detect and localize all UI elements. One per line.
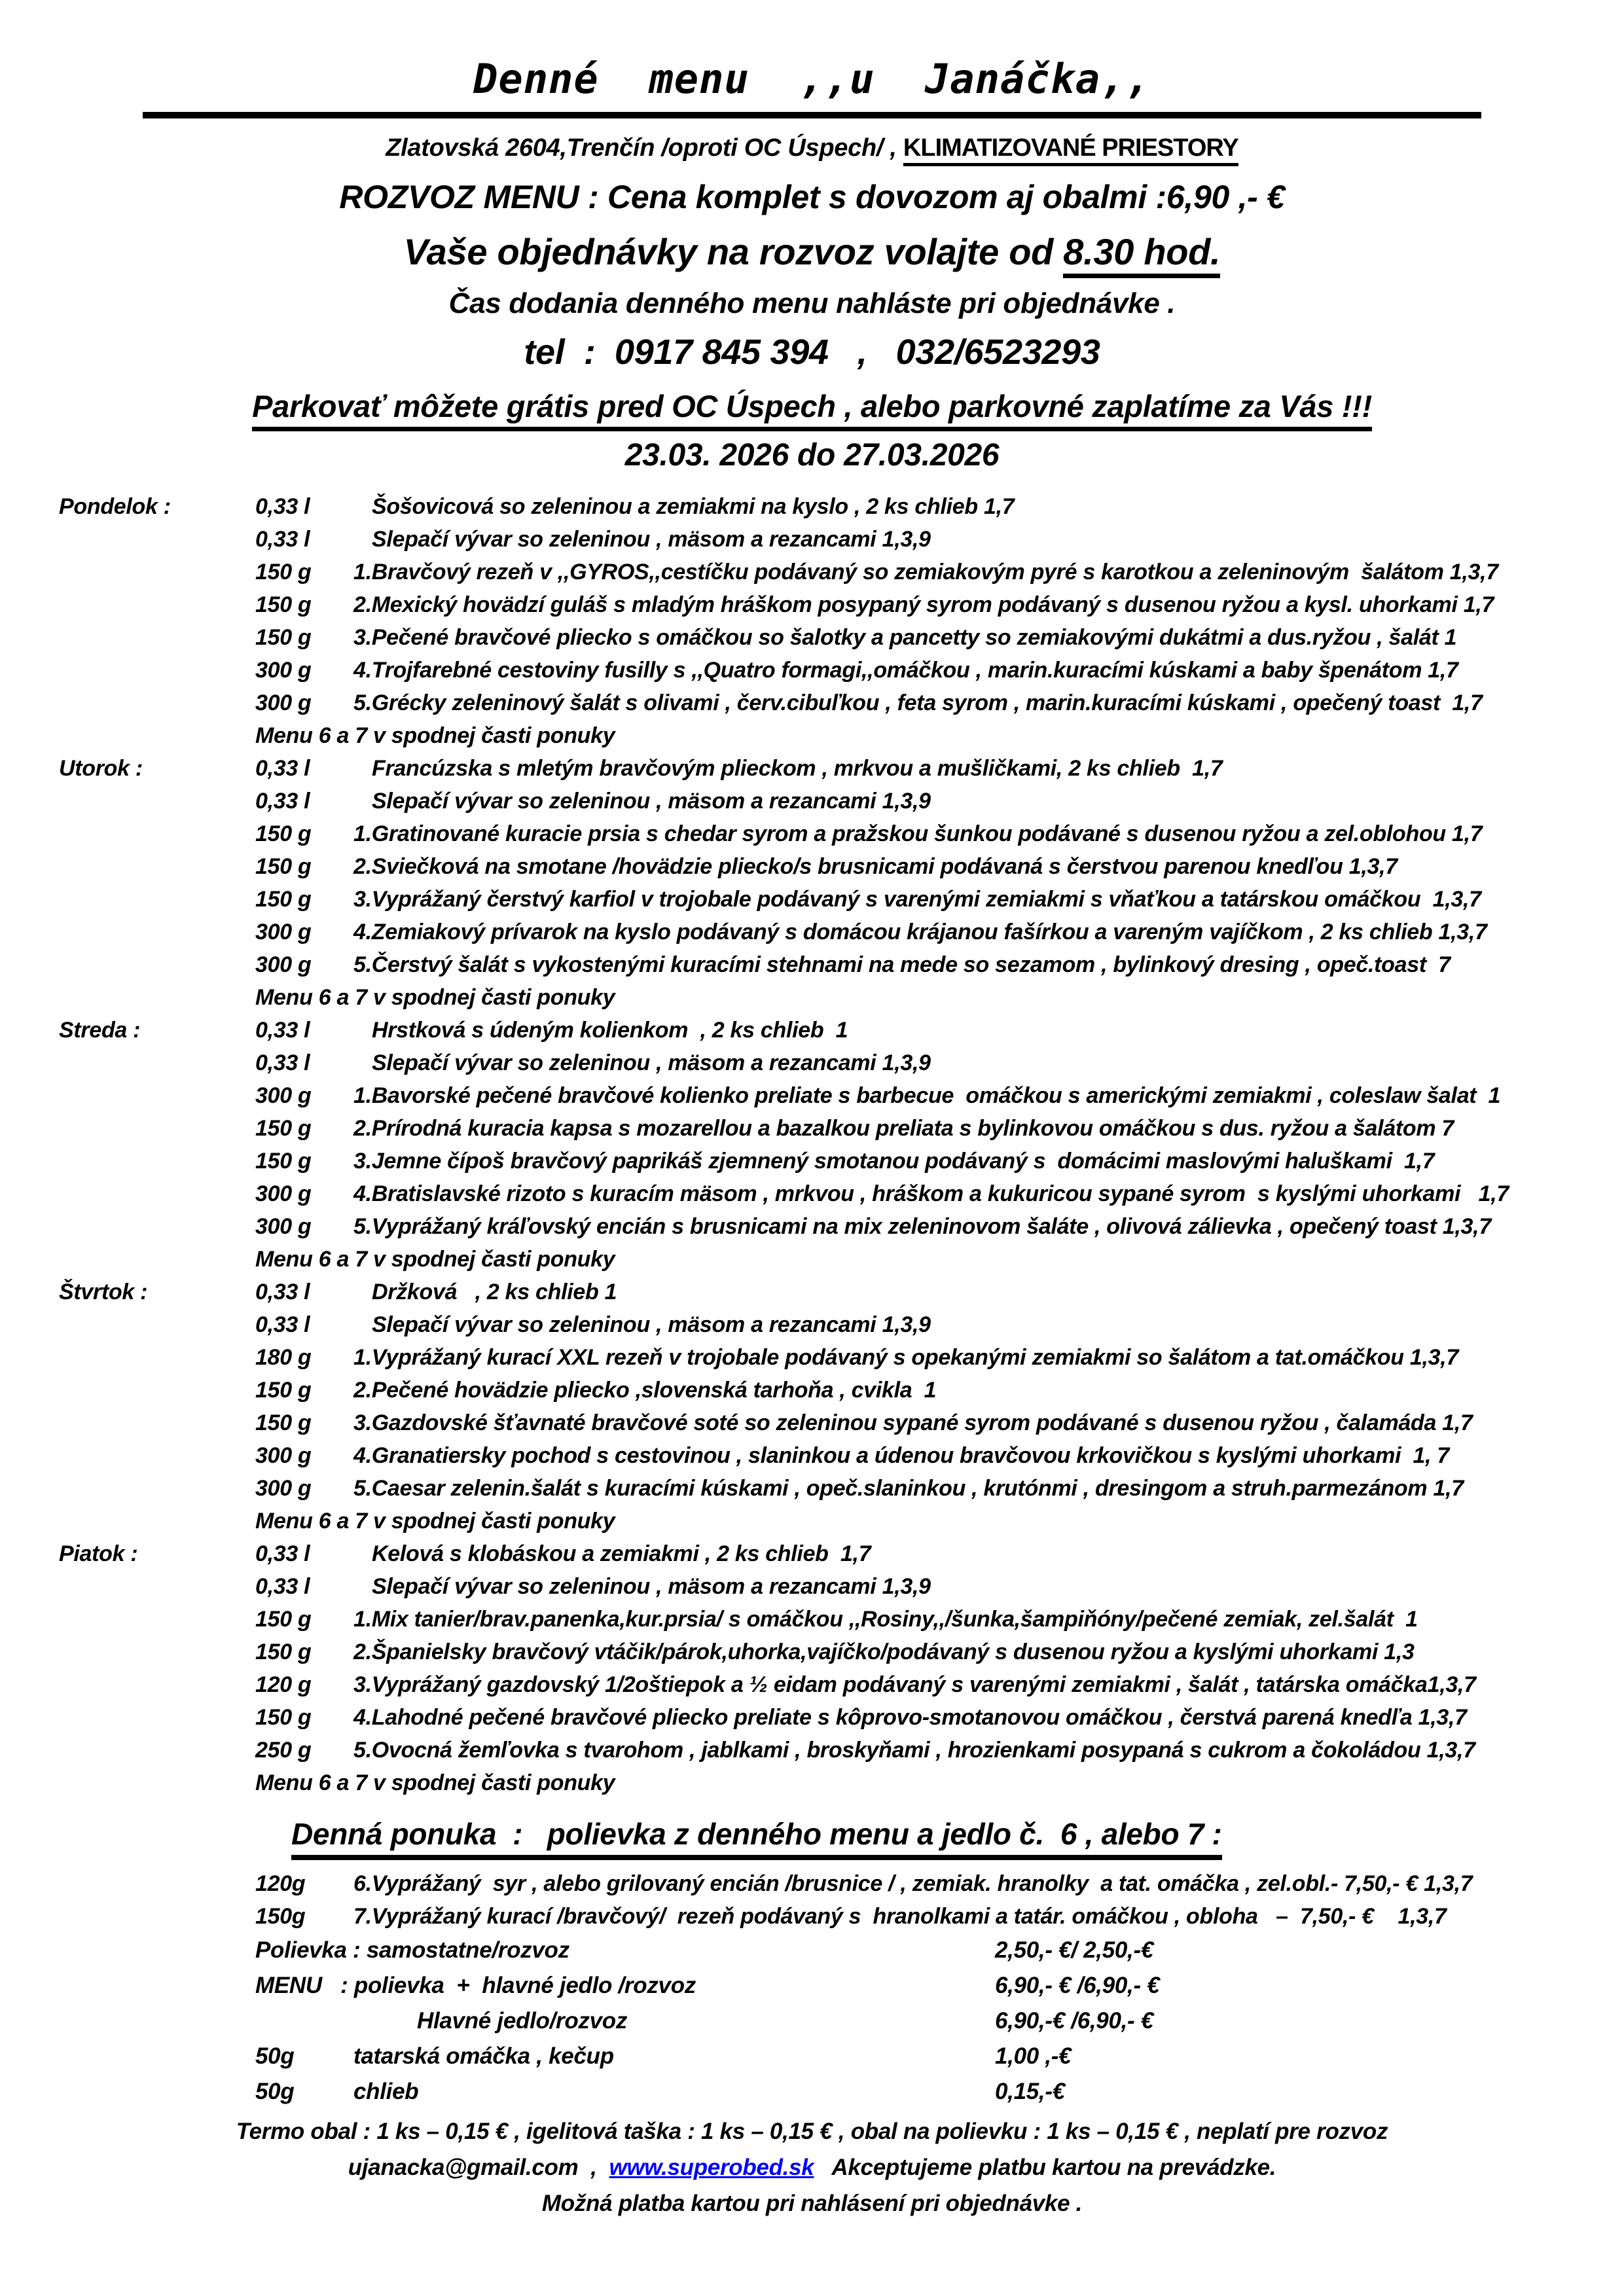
superobed-link[interactable]: www.superobed.sk (609, 2155, 814, 2180)
main-dish-row (0, 916, 1624, 948)
main-dish-row (0, 588, 1624, 621)
price-row (0, 1968, 1624, 2003)
dish-text: 6.Vyprážaný syr , alebo grilovaný encián /brusnice / , zemiak. hranolky a tat. omáčka , zel.obl.- 7,50,- € 1,3,7 (353, 1871, 1473, 1896)
dish-text: 1.Mix tanier/brav.panenka,kur.prsia/ s omáčkou ,,Rosiny,,/šunka,šampiňóny/pečené zemiak, zel.šalát 1 (353, 1607, 1418, 1632)
portion-size: 300 g (255, 1476, 312, 1501)
menu-note-row (0, 719, 1624, 752)
dish-text: 2.Mexický hovädzí guláš s mladým hráškom posypaný syrom podávaný s dusenou ryžou a kysl. uhorkami 1,7 (353, 592, 1494, 617)
portion-size: 300 g (255, 920, 312, 944)
dish-text: Slepačí vývar so zeleninou , mäsom a rezancami 1,3,9 (372, 789, 931, 814)
main-dish-row (0, 1668, 1624, 1701)
dish-text: Slepačí vývar so zeleninou , mäsom a rezancami 1,3,9 (372, 1312, 931, 1337)
dish-text: 4.Trojfarebné cestoviny fusilly s ,,Quatro formagi,,omáčkou , marin.kuracími kúskami a baby špenátom 1,7 (353, 658, 1458, 683)
portion-size: 150 g (255, 592, 312, 617)
daily-offer-items (0, 1867, 1624, 1933)
portion-size: 150 g (255, 1705, 312, 1730)
portion-size: 150 g (255, 1410, 312, 1435)
dish-text: 5.Čerstvý šalát s vykostenými kuracími stehnami na mede so sezamom , bylinkový dresing , opeč.toast 7 (353, 952, 1451, 977)
dish-text: 5.Vyprážaný kráľovský encián s brusnicami na mix zeleninovom šaláte , olivová zálievka , opečený toast 1,3,7 (353, 1214, 1491, 1239)
price-row (0, 2039, 1624, 2074)
dish-text: 2.Sviečková na smotane /hovädzie pliecko/s brusnicami podávaná s čerstvou parenou knedľou 1,3,7 (353, 854, 1398, 879)
price-item-label: Polievka : samostatne/rozvoz (255, 1937, 569, 1963)
main-dish-row (0, 621, 1624, 654)
portion-size: 0,33 l (255, 1050, 310, 1075)
phone-line: tel : 0917 845 394 , 032/6523293 (524, 332, 1100, 372)
main-dish-row (0, 1734, 1624, 1767)
dish-text: 1.Gratinované kuracie prsia s chedar syrom a pražskou šunkou podávané s dusenou ryžou a zel.oblohou 1,7 (353, 821, 1483, 846)
price-item-label: chlieb (353, 2079, 419, 2104)
dish-text: 1.Bavorské pečené bravčové kolienko preliate s barbecue omáčkou s americkými zemiakmi , coleslaw šalat 1 (353, 1083, 1501, 1108)
menu-note-row (0, 1243, 1624, 1276)
price-row (0, 2003, 1624, 2039)
daily-offer-row (0, 1867, 1624, 1900)
dish-text: 3.Vyprážaný čerstvý karfiol v trojobale podávaný s varenými zemiakmi s vňaťkou a tatárskou omáčkou 1,3,7 (353, 887, 1481, 912)
daily-offer-row (0, 1900, 1624, 1933)
dish-text: 3.Pečené bravčové pliecko s omáčkou so šalotky a pancetty so zemiakovými dukátmi a dus.ryžou , šalát 1 (353, 625, 1457, 650)
soup-row (0, 1537, 1624, 1570)
daily-offer-heading (291, 1816, 1624, 1852)
portion-size: 150 g (255, 560, 312, 584)
soup-row (0, 1014, 1624, 1047)
main-dish-row (0, 1701, 1624, 1734)
main-dish-row (0, 1603, 1624, 1636)
main-dish-row (0, 1210, 1624, 1243)
portion-size: 300 g (255, 952, 312, 977)
price-row (0, 1933, 1624, 1968)
menu-footer (0, 2113, 1624, 2221)
menu-note-row (0, 1505, 1624, 1537)
address-line (0, 134, 1624, 162)
dish-text: Kelová s klobáskou a zemiakmi , 2 ks chlieb 1,7 (372, 1541, 871, 1566)
daily-offer-section (0, 1816, 1624, 2109)
dish-text: 1.Bravčový rezeň v ,,GYROS,,cestíčku podávaný so zemiakovým pyré s karotkou a zeleninovým šalátom 1,3,7 (353, 560, 1498, 584)
main-dish-row (0, 1407, 1624, 1439)
portion-size: 300 g (255, 1214, 312, 1239)
price-value: 6,90,- € /6,90,- € (995, 1973, 1160, 1998)
price-item-label: MENU : polievka + hlavné jedlo /rozvoz (255, 1973, 696, 1998)
menu-header (0, 55, 1624, 473)
contact-line (0, 2149, 1624, 2185)
portion-size: 120 g (255, 1672, 312, 1697)
soup-row (0, 1276, 1624, 1308)
dish-text: Francúzska s mletým bravčovým plieckom , mrkvou a mušličkami, 2 ks chlieb 1,7 (372, 756, 1223, 781)
price-row (0, 2074, 1624, 2109)
price-value: 0,15,-€ (995, 2079, 1065, 2104)
portion-size: 0,33 l (255, 527, 310, 552)
main-dish-row (0, 948, 1624, 981)
portion-size: 150 g (255, 887, 312, 912)
price-item-label: tatarská omáčka , kečup (353, 2043, 614, 2069)
soup-row (0, 1308, 1624, 1341)
portion-size: 300 g (255, 1083, 312, 1108)
dish-text: 5.Ovocná žemľovka s tvarohom , jablkami , broskyňami , hrozienkami posypaná s cukrom a čokoládou 1,3,7 (353, 1738, 1475, 1763)
portion-size: 300 g (255, 691, 312, 715)
price-item-label: Hlavné jedlo/rozvoz (417, 2008, 628, 2034)
dish-text: 2.Španielsky bravčový vtáčik/párok,uhorka,vajíčko/podávaný s dusenou ryžou a kyslými uhorkami 1,3 (353, 1640, 1415, 1664)
price-value: 1,00 ,-€ (995, 2043, 1072, 2069)
dish-text: 4.Bratislavské rizoto s kuracím mäsom , mrkvou , hráškom a kukuricou sypané syrom s kyslými uhorkami 1,7 (353, 1181, 1509, 1206)
orders-time: 8.30 hod. (1063, 231, 1220, 278)
menu-note: Menu 6 a 7 v spodnej časti ponuky (255, 1509, 615, 1534)
main-dish-row (0, 687, 1624, 719)
portion-size: 0,33 l (255, 1018, 310, 1043)
dish-text: 5.Caesar zelenin.šalát s kuracími kúskami , opeč.slaninkou , krutónmi , dresingom a struh.parmezánom 1,7 (353, 1476, 1464, 1501)
main-dish-row (0, 883, 1624, 916)
portion-size: 300 g (255, 1443, 312, 1468)
dish-text: Hrstková s údeným kolienkom , 2 ks chlieb 1 (372, 1018, 848, 1043)
portion-size: 180 g (255, 1345, 312, 1370)
main-dish-row (0, 654, 1624, 687)
portion-size: 150 g (255, 1607, 312, 1632)
menu-note: Menu 6 a 7 v spodnej časti ponuky (255, 1247, 615, 1272)
dish-text: 3.Vyprážaný gazdovský 1/2oštiepok a ½ eidam podávaný s varenými zemiakmi , šalát , tatárska omáčka1,3,7 (353, 1672, 1476, 1697)
portion-size: 150 g (255, 1378, 312, 1403)
dish-text: 2.Pečené hovädzie pliecko ,slovenská tarhoňa , cvikla 1 (353, 1378, 937, 1403)
dish-text: 4.Zemiakový prívarok na kyslo podávaný s domácou krájanou fašírkou a vareným vajíčkom , 2 ks chlieb 1,3,7 (353, 920, 1487, 944)
page-title: Denné menu ,,u Janáčka,, (473, 55, 1151, 103)
main-dish-row (0, 1374, 1624, 1407)
portion-size: 250 g (255, 1738, 312, 1763)
dish-text: 2.Prírodná kuracia kapsa s mozarellou a bazalkou preliata s bylinkovou omáčkou s dus. ryžou a šalátom 7 (353, 1116, 1454, 1141)
portion-size: 0,33 l (255, 1280, 310, 1304)
day-label: Pondelok : (59, 494, 171, 519)
dish-text: Slepačí vývar so zeleninou , mäsom a rezancami 1,3,9 (372, 1050, 931, 1075)
dish-text: Držková , 2 ks chlieb 1 (372, 1280, 617, 1304)
dish-text: Slepačí vývar so zeleninou , mäsom a rezancami 1,3,9 (372, 1574, 931, 1599)
delivery-price-line: ROZVOZ MENU : Cena komplet s dovozom aj obalmi :6,90 ,- € (339, 179, 1285, 215)
dish-text: 3.Jemne čípoš bravčový paprikáš zjemnený smotanou podávaný s domácimi maslovými haluškami 1,7 (353, 1149, 1435, 1174)
weekly-menu (0, 490, 1624, 1799)
dish-text: 3.Gazdovské šťavnaté bravčové soté so zeleninou sypané syrom podávané s dusenou ryžou , čalamáda 1,7 (353, 1410, 1473, 1435)
menu-note: Menu 6 a 7 v spodnej časti ponuky (255, 1770, 615, 1795)
portion-size: 150 g (255, 625, 312, 650)
main-dish-row (0, 1177, 1624, 1210)
dish-text: Slepačí vývar so zeleninou , mäsom a rezancami 1,3,9 (372, 527, 931, 552)
card-payment-note: Akceptujeme platbu kartou na prevádzke. (814, 2155, 1276, 2180)
soup-row (0, 490, 1624, 523)
soup-row (0, 523, 1624, 556)
menu-note: Menu 6 a 7 v spodnej časti ponuky (255, 723, 615, 748)
price-value: 2,50,- €/ 2,50,-€ (995, 1937, 1154, 1963)
dish-text: 4.Lahodné pečené bravčové pliecko preliate s kôprovo-smotanovou omáčkou , čerstvá parená knedľa 1,3,7 (353, 1705, 1467, 1730)
dish-text: 1.Vyprážaný kurací XXL rezeň v trojobale podávaný s opekanými zemiakmi so šalátom a tat.omáčkou 1,3,7 (353, 1345, 1459, 1370)
dish-text: 4.Granatiersky pochod s cestovinou , slaninkou a údenou bravčovou krkovičkou s kyslými uhorkami 1, 7 (353, 1443, 1450, 1468)
main-dish-row (0, 556, 1624, 588)
portion-size: 150 g (255, 1149, 312, 1174)
title-rule-divider (143, 112, 1481, 118)
portion-size: 300 g (255, 1181, 312, 1206)
orders-text: Vaše objednávky na rozvoz volajte od (403, 231, 1064, 272)
portion-size: 0,33 l (255, 1541, 310, 1566)
address-text: Zlatovská 2604,Trenčín /oproti OC Úspech/ , (386, 134, 903, 162)
soup-row (0, 1047, 1624, 1079)
portion-size: 50g (255, 2079, 295, 2104)
daily-offer-heading-text: Denná ponuka : polievka z denného menu a jedlo č. 6 , alebo 7 : (291, 1817, 1222, 1860)
contact-separator: , (578, 2155, 609, 2180)
portion-size: 0,33 l (255, 494, 310, 519)
main-dish-row (0, 1636, 1624, 1668)
main-dish-row (0, 817, 1624, 850)
main-dish-row (0, 850, 1624, 883)
card-payment-order-note: Možná platba kartou pri nahlásení pri objednávke . (541, 2191, 1083, 2216)
portion-size: 150 g (255, 1640, 312, 1664)
delivery-time-note: Čas dodania denného menu nahláste pri objednávke . (448, 287, 1176, 319)
menu-note-row (0, 981, 1624, 1014)
main-dish-row (0, 1112, 1624, 1145)
day-label: Štvrtok : (59, 1280, 148, 1304)
air-conditioned-note: KLIMATIZOVANÉ PRIESTORY (903, 134, 1238, 166)
day-label: Streda : (59, 1018, 141, 1043)
dish-text: 5.Grécky zeleninový šalát s olivami , červ.cibuľkou , feta syrom , marin.kuracími kúskami , opečený toast 1,7 (353, 691, 1483, 715)
day-label: Piatok : (59, 1541, 138, 1566)
portion-size: 300 g (255, 658, 312, 683)
orders-line (0, 230, 1624, 273)
dish-text: Šošovicová so zeleninou a zemiakmi na kyslo , 2 ks chlieb 1,7 (372, 494, 1015, 519)
main-dish-row (0, 1439, 1624, 1472)
main-dish-row (0, 1079, 1624, 1112)
price-value: 6,90,-€ /6,90,- € (995, 2008, 1154, 2034)
portion-size: 0,33 l (255, 789, 310, 814)
parking-text: Parkovať môžete grátis pred OC Úspech , alebo parkovné zaplatíme za Vás !!! (252, 389, 1372, 431)
menu-note: Menu 6 a 7 v spodnej časti ponuky (255, 985, 615, 1010)
main-dish-row (0, 1145, 1624, 1177)
soup-row (0, 752, 1624, 785)
day-label: Utorok : (59, 756, 143, 781)
main-dish-row (0, 1472, 1624, 1505)
portion-size: 150 g (255, 854, 312, 879)
parking-line (0, 388, 1624, 424)
portion-size: 0,33 l (255, 1574, 310, 1599)
date-range: 23.03. 2026 do 27.03.2026 (624, 438, 1000, 473)
portion-size: 150g (255, 1904, 306, 1929)
portion-size: 50g (255, 2043, 295, 2069)
portion-size: 120g (255, 1871, 306, 1896)
email-address: ujanacka@gmail.com (348, 2155, 579, 2180)
menu-note-row (0, 1767, 1624, 1799)
portion-size: 150 g (255, 1116, 312, 1141)
dish-text: 7.Vyprážaný kurací /bravčový/ rezeň podávaný s hranolkami a tatár. omáčkou , obloha – 7,50,- € 1,3,7 (353, 1904, 1447, 1929)
soup-row (0, 785, 1624, 817)
portion-size: 0,33 l (255, 1312, 310, 1337)
main-dish-row (0, 1341, 1624, 1374)
packaging-note: Termo obal : 1 ks – 0,15 € , igelitová taška : 1 ks – 0,15 € , obal na polievku : 1 ks – 0,15 € , neplatí pre rozvoz (236, 2119, 1388, 2144)
soup-row (0, 1570, 1624, 1603)
portion-size: 0,33 l (255, 756, 310, 781)
portion-size: 150 g (255, 821, 312, 846)
pricing-list (0, 1933, 1624, 2109)
